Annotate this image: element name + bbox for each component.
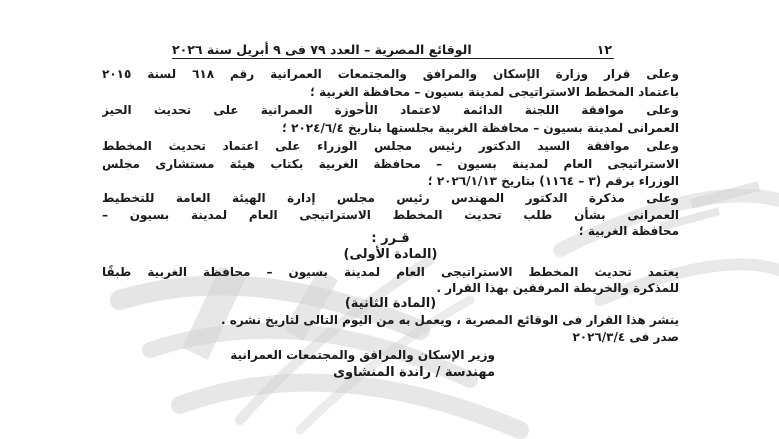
body-line: وعلى موافقة السيد الدكتور رئيس مجلس الوزراء على اعتماد تحديث المخطط [102,139,679,153]
body-line: باعتماد المخطط الاستراتيجى لمدينة بسيون – محافظة الغربية ؛ [310,85,679,99]
gazette-title: الوقائع المصرية – العدد ٧٩ فى ٩ أبريل سنة ٢٠٢٦ [172,41,472,57]
article1-heading: (المادة الأولى) [343,247,438,262]
body-line: الاستراتيجى العام لمدينة بسيون – محافظة الغربية بكتاب هيئة مستشارى مجلس [102,157,679,171]
body-line: العمرانى لمدينة بسيون – محافظة الغربية بجلستها بتاريخ ٢٠٢٤/٦/٤ ؛ [282,121,679,135]
decree-heading: قـرر : [371,231,410,246]
body-line: وعلى مذكرة الدكتور المهندس رئيس مجلس إدارة الهيئة العامة للتخطيط [102,191,679,205]
article1-line: يعتمد تحديث المخطط الاستراتيجى العام لمدينة بسيون – محافظة الغربية طبقًا [102,265,679,279]
body-line: محافظة الغربية ؛ [578,224,679,238]
signatory-name: مهندسة / راندة المنشاوى [333,365,495,380]
article2-heading: (المادة الثانية) [344,296,437,311]
header-rule [172,58,614,59]
page-header [172,40,612,58]
body-line: الوزراء برقم (٣ – ١١٦٤) بتاريخ ٢٠٢٦/١/١٣ ؛ [427,174,679,188]
article2-line: ينشر هذا القرار فى الوقائع المصرية ، ويعمل به من اليوم التالى لتاريخ نشره . [221,313,679,327]
body-line: وعلى موافقة اللجنة الدائمة لاعتماد الأحوزة العمرانية على تحديث الحيز [102,103,679,117]
signatory-title: وزير الإسكان والمرافق والمجتمعات العمرانية [230,348,495,362]
issue-date: صدر فى ٢٠٢٦/٣/٤ [572,330,679,344]
article1-line: للمذكرة والخريطة المرفقين بهذا القرار . [436,281,679,295]
body-line: العمرانى بشأن طلب تحديث المخطط الاستراتيجى العام لمدينة بسيون – [102,208,679,222]
body-line: وعلى قرار وزارة الإسكان والمرافق والمجتمعات العمرانية رقم ٦١٨ لسنة ٢٠١٥ [102,67,679,81]
page-number: ١٢ [596,41,612,57]
